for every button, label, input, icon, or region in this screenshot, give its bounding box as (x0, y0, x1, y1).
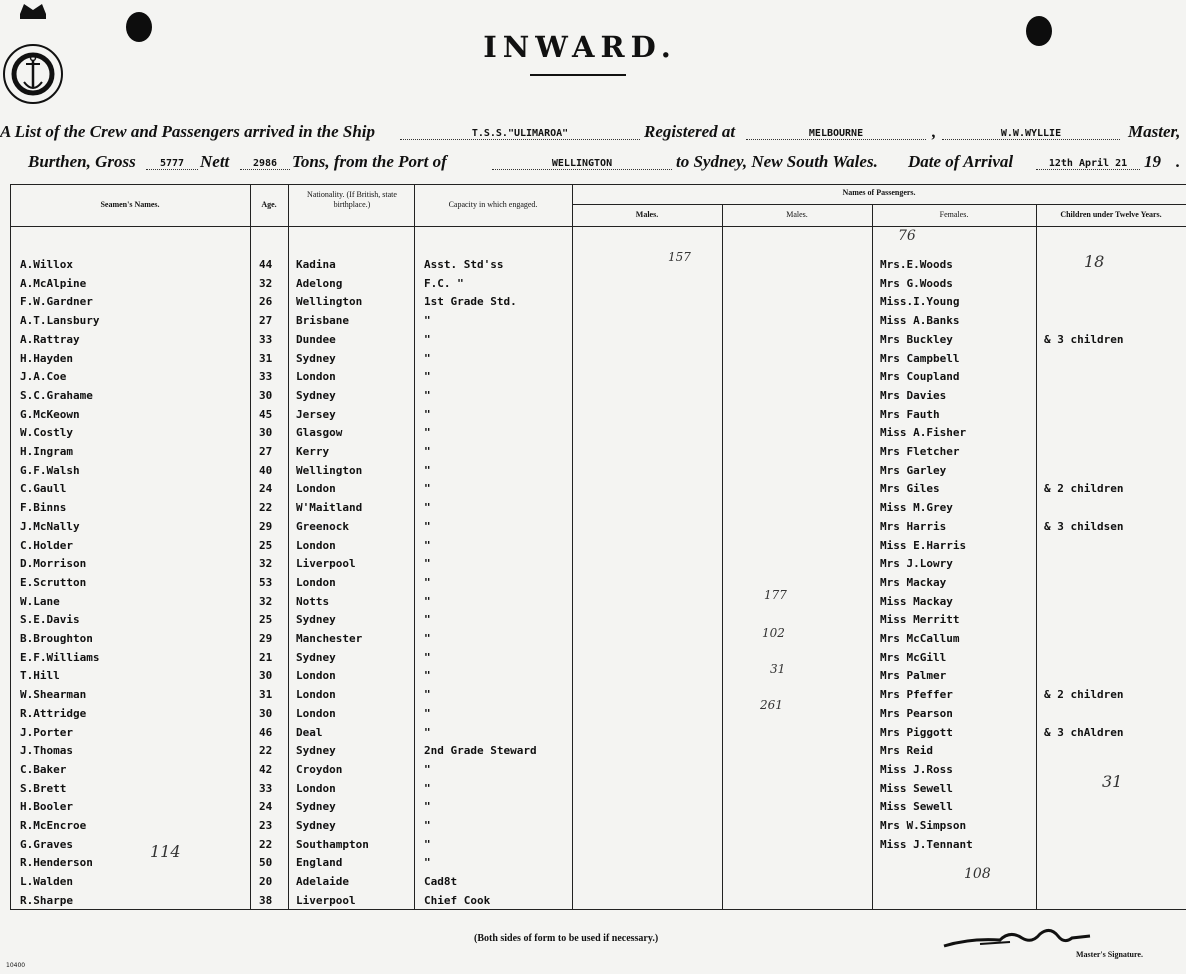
female-passenger: Miss A.Banks (880, 314, 960, 328)
form-number: 10400 (6, 962, 26, 969)
seaman-age: 32 (259, 276, 273, 290)
seaman-nationality: Wellington (296, 463, 363, 477)
arrival-year: 19 (1144, 152, 1161, 171)
female-passenger: Mrs Davies (880, 388, 947, 402)
seaman-name: J.Porter (20, 725, 73, 739)
table-row (0, 295, 1186, 313)
table-row (0, 464, 1186, 482)
col-passengers: Names of Passengers. (842, 188, 916, 197)
seaman-age: 30 (259, 426, 273, 440)
seaman-age: 53 (259, 575, 273, 589)
seaman-nationality: Notts (296, 594, 330, 608)
signature-label: Master's Signature. (1076, 950, 1143, 959)
seaman-nationality: Sydney (296, 800, 336, 814)
seaman-capacity: 1st Grade Std. (424, 295, 517, 309)
female-passenger: Mrs Fauth (880, 407, 940, 421)
seaman-name: R.Sharpe (20, 893, 73, 907)
ship-name: T.S.S."ULIMAROA" (400, 128, 640, 140)
seaman-age: 32 (259, 594, 273, 608)
seaman-name: A.Rattray (20, 332, 80, 346)
seaman-name: C.Gaull (20, 482, 67, 496)
arrival-label: Date of Arrival (908, 152, 1014, 171)
burthen-label: Burthen, Gross (28, 152, 136, 171)
handwritten-note: 31 (1102, 772, 1123, 791)
from-port: WELLINGTON (492, 158, 672, 170)
seaman-age: 30 (259, 669, 273, 683)
seaman-nationality: Liverpool (296, 557, 356, 571)
table-row (0, 445, 1186, 463)
seaman-name: R.McEncroe (20, 819, 87, 832)
seaman-capacity: " (424, 557, 431, 571)
seaman-nationality: Sydney (296, 351, 336, 365)
seaman-nationality: Adelaide (296, 875, 349, 889)
seaman-capacity: " (424, 650, 431, 664)
table-row (0, 482, 1186, 500)
table-row (0, 651, 1186, 669)
seaman-name: A.Willox (20, 258, 73, 271)
female-passenger: Miss A.Fisher (880, 426, 967, 440)
seaman-age: 30 (259, 388, 273, 402)
seaman-capacity: " (424, 426, 431, 440)
seaman-name: G.F.Walsh (20, 463, 80, 477)
seaman-name: C.Holder (20, 538, 73, 552)
seaman-name: G.Graves (20, 837, 73, 851)
seaman-capacity: " (424, 575, 431, 589)
seaman-capacity: " (424, 594, 431, 608)
table-row (0, 520, 1186, 538)
table-row (0, 426, 1186, 444)
nett-tons: 2986 (240, 158, 290, 170)
seaman-name: E.Scrutton (20, 575, 87, 589)
female-passenger: Miss J.Tennant (880, 837, 973, 851)
passenger-subheader-rule (572, 204, 1186, 205)
col-nationality: Nationality. (If British, state birthplace.) (307, 190, 397, 209)
table-row (0, 632, 1186, 650)
seaman-name: A.McAlpine (20, 276, 87, 290)
seaman-age: 24 (259, 482, 273, 496)
seaman-age: 22 (259, 744, 273, 758)
seaman-nationality: W'Maitland (296, 501, 363, 515)
seaman-capacity: " (424, 314, 431, 328)
female-passenger: Mrs Giles (880, 482, 940, 496)
anchor-seal-icon (2, 2, 64, 114)
seaman-name: L.Walden (20, 875, 73, 889)
children-count: & 3 childsen (1044, 519, 1124, 533)
seaman-age: 31 (259, 351, 273, 365)
seaman-nationality: Dundee (296, 332, 336, 346)
seaman-name: W.Costly (20, 426, 73, 440)
seaman-capacity: " (424, 781, 431, 795)
seaman-age: 20 (259, 875, 273, 889)
table-row (0, 408, 1186, 426)
handwritten-note: 102 (762, 626, 785, 640)
seaman-name: E.F.Williams (20, 650, 100, 664)
seaman-capacity: 2nd Grade Steward (424, 744, 537, 758)
seaman-name: W.Shearman (20, 688, 87, 702)
seaman-capacity: " (424, 482, 431, 496)
female-passenger: Mrs W.Simpson (880, 819, 967, 832)
seaman-nationality: Glasgow (296, 426, 343, 440)
seaman-nationality: Wellington (296, 295, 363, 309)
table-row (0, 370, 1186, 388)
seaman-name: J.Thomas (20, 744, 73, 758)
table-row (0, 595, 1186, 613)
seaman-age: 33 (259, 332, 273, 346)
female-passenger: Mrs Palmer (880, 669, 947, 683)
female-passenger: Mrs Mackay (880, 575, 947, 589)
female-passenger: Miss Sewell (880, 800, 953, 814)
seaman-name: H.Booler (20, 800, 73, 814)
seaman-capacity: " (424, 669, 431, 683)
seaman-name: C.Baker (20, 762, 67, 776)
handwritten-note: 177 (764, 588, 787, 602)
seaman-nationality: Adelong (296, 276, 343, 290)
col-females: Females. (939, 210, 969, 219)
seaman-age: 27 (259, 445, 273, 458)
table-row (0, 258, 1186, 276)
table-row (0, 894, 1186, 912)
seaman-nationality: London (296, 669, 336, 683)
seaman-age: 22 (259, 837, 273, 851)
handwritten-note: 31 (770, 662, 786, 676)
seaman-nationality: Manchester (296, 632, 363, 645)
handwritten-note: 18 (1084, 252, 1105, 271)
header-line1-prefix: A List of the Crew and Passengers arrived in the Ship (0, 122, 375, 141)
seaman-age: 32 (259, 557, 273, 571)
seaman-capacity: " (424, 351, 431, 365)
signature-icon (940, 922, 1100, 952)
seaman-capacity: " (424, 538, 431, 552)
col-children: Children under Twelve Years. (1060, 210, 1162, 219)
female-passenger: Mrs Buckley (880, 332, 953, 346)
seaman-age: 31 (259, 688, 273, 702)
master-name: W.W.WYLLIE (942, 128, 1120, 140)
table-row (0, 875, 1186, 893)
table-row (0, 389, 1186, 407)
seaman-capacity: " (424, 501, 431, 515)
col-seamen-names: Seamen's Names. (100, 200, 160, 209)
seaman-name: S.Brett (20, 781, 67, 795)
seaman-age: 23 (259, 819, 273, 832)
tons-label: Tons, from the Port of (292, 152, 447, 171)
female-passenger: Mrs Reid (880, 744, 933, 758)
female-passenger: Mrs Piggott (880, 725, 953, 739)
seaman-name: R.Henderson (20, 856, 93, 870)
seaman-age: 29 (259, 632, 273, 645)
female-passenger: Miss.I.Young (880, 295, 960, 309)
arrival-date: 12th April 21 (1036, 158, 1140, 170)
table-row (0, 669, 1186, 687)
female-passenger: Miss E.Harris (880, 538, 967, 552)
page-title: INWARD. (483, 30, 677, 64)
seaman-age: 46 (259, 725, 273, 739)
seaman-capacity: " (424, 632, 431, 645)
seaman-nationality: Brisbane (296, 314, 349, 328)
table-row (0, 613, 1186, 631)
seaman-name: H.Hayden (20, 351, 73, 365)
seaman-name: G.McKeown (20, 407, 80, 421)
seaman-name: A.T.Lansbury (20, 314, 100, 328)
seaman-capacity: F.C. " (424, 276, 464, 290)
table-row (0, 707, 1186, 725)
col-capacity: Capacity in which engaged. (448, 200, 538, 209)
seaman-age: 33 (259, 781, 273, 795)
seaman-age: 42 (259, 762, 273, 776)
seaman-name: H.Ingram (20, 445, 73, 458)
registered-label: Registered at (644, 122, 736, 141)
female-passenger: Mrs Coupland (880, 370, 960, 384)
seaman-nationality: Croydon (296, 762, 343, 776)
seaman-capacity: " (424, 463, 431, 477)
female-passenger: Miss Sewell (880, 781, 953, 795)
seaman-nationality: London (296, 482, 336, 496)
seaman-nationality: Greenock (296, 519, 349, 533)
female-passenger: Mrs McCallum (880, 632, 960, 645)
seaman-capacity: " (424, 819, 431, 832)
header-rule (10, 226, 1186, 227)
col-males-2: Males. (786, 210, 808, 219)
female-passenger: Mrs.E.Woods (880, 258, 953, 271)
seaman-capacity: Asst. Std'ss (424, 258, 504, 271)
seaman-capacity: Chief Cook (424, 893, 491, 907)
nett-label: Nett (200, 152, 230, 171)
footer-note: (Both sides of form to be used if necessary.) (474, 933, 659, 944)
seaman-nationality: London (296, 575, 336, 589)
table-row (0, 744, 1186, 762)
seaman-name: F.W.Gardner (20, 295, 93, 309)
seaman-nationality: London (296, 706, 336, 720)
header-period: . (1176, 152, 1181, 171)
seaman-age: 29 (259, 519, 273, 533)
to-label: to Sydney, New South Wales. (676, 152, 878, 171)
seaman-age: 24 (259, 800, 273, 814)
seaman-nationality: London (296, 370, 336, 384)
seaman-age: 40 (259, 463, 273, 477)
seaman-nationality: London (296, 538, 336, 552)
children-count: & 3 chAldren (1044, 725, 1124, 739)
seaman-name: T.Hill (20, 669, 60, 683)
children-count: & 2 children (1044, 688, 1124, 702)
seaman-nationality: Liverpool (296, 893, 356, 907)
seaman-capacity: " (424, 856, 431, 870)
seaman-age: 30 (259, 706, 273, 720)
seaman-age: 22 (259, 501, 273, 515)
seaman-nationality: Jersey (296, 407, 336, 421)
handwritten-note: 76 (898, 228, 916, 244)
seaman-nationality: Sydney (296, 744, 336, 758)
seaman-capacity: " (424, 688, 431, 702)
seaman-capacity: " (424, 519, 431, 533)
seaman-name: R.Attridge (20, 706, 87, 720)
table-row (0, 763, 1186, 781)
children-count: & 2 children (1044, 482, 1124, 496)
seaman-name: F.Binns (20, 501, 67, 515)
table-row (0, 333, 1186, 351)
seaman-nationality: London (296, 781, 336, 795)
seaman-nationality: Sydney (296, 388, 336, 402)
table-row (0, 819, 1186, 837)
seaman-nationality: Sydney (296, 819, 336, 832)
punch-hole-left (126, 12, 152, 42)
gross-tons: 5777 (146, 158, 198, 170)
table-row (0, 314, 1186, 332)
female-passenger: Mrs Harris (880, 519, 947, 533)
seaman-name: J.McNally (20, 519, 80, 533)
handwritten-note: 108 (964, 866, 991, 882)
seaman-nationality: Kerry (296, 445, 330, 458)
seaman-capacity: " (424, 332, 431, 346)
seaman-name: S.C.Grahame (20, 388, 93, 402)
female-passenger: Mrs McGill (880, 650, 947, 664)
female-passenger: Mrs G.Woods (880, 276, 953, 290)
seaman-capacity: " (424, 613, 431, 627)
seaman-nationality: Southampton (296, 837, 369, 851)
female-passenger: Mrs Garley (880, 463, 947, 477)
seaman-name: B.Broughton (20, 632, 93, 645)
seaman-age: 26 (259, 295, 273, 309)
seaman-age: 33 (259, 370, 273, 384)
female-passenger: Mrs Campbell (880, 351, 960, 365)
seaman-name: J.A.Coe (20, 370, 67, 384)
table-row (0, 277, 1186, 295)
seaman-capacity: " (424, 800, 431, 814)
seaman-capacity: Cad8t (424, 875, 458, 889)
seaman-capacity: " (424, 725, 431, 739)
female-passenger: Miss M.Grey (880, 501, 953, 515)
seaman-name: D.Morrison (20, 557, 87, 571)
comma: , (932, 122, 937, 141)
seaman-nationality: London (296, 688, 336, 702)
table-row (0, 688, 1186, 706)
table-row (0, 539, 1186, 557)
seaman-name: S.E.Davis (20, 613, 80, 627)
seaman-capacity: " (424, 388, 431, 402)
seaman-capacity: " (424, 706, 431, 720)
seaman-name: W.Lane (20, 594, 60, 608)
female-passenger: Miss Mackay (880, 594, 953, 608)
handwritten-note: 157 (668, 250, 691, 264)
seaman-age: 38 (259, 893, 273, 907)
seaman-nationality: England (296, 856, 343, 870)
female-passenger: Mrs Pearson (880, 706, 953, 720)
table-row (0, 726, 1186, 744)
title-underline (530, 74, 626, 76)
col-males-1: Males. (635, 210, 659, 219)
table-row (0, 576, 1186, 594)
female-passenger: Mrs Pfeffer (880, 688, 953, 702)
seaman-capacity: " (424, 762, 431, 776)
seaman-age: 21 (259, 650, 273, 664)
table-row (0, 557, 1186, 575)
punch-hole-right (1026, 16, 1052, 46)
seaman-age: 27 (259, 314, 273, 328)
seaman-nationality: Sydney (296, 613, 336, 627)
seaman-capacity: " (424, 837, 431, 851)
handwritten-note: 114 (150, 842, 181, 861)
registered-port: MELBOURNE (746, 128, 926, 140)
seaman-age: 25 (259, 538, 273, 552)
seaman-age: 50 (259, 856, 273, 870)
table-row (0, 800, 1186, 818)
seaman-nationality: Sydney (296, 650, 336, 664)
seaman-age: 25 (259, 613, 273, 627)
table-row (0, 352, 1186, 370)
female-passenger: Miss J.Ross (880, 762, 953, 776)
seaman-capacity: " (424, 445, 431, 458)
seaman-age: 45 (259, 407, 273, 421)
handwritten-note: 261 (760, 698, 783, 712)
seaman-nationality: Deal (296, 725, 323, 739)
children-count: & 3 children (1044, 332, 1124, 346)
table-row (0, 501, 1186, 519)
female-passenger: Miss Merritt (880, 613, 960, 627)
seaman-age: 44 (259, 258, 273, 271)
seaman-capacity: " (424, 407, 431, 421)
seaman-nationality: Kadina (296, 258, 336, 271)
seaman-capacity: " (424, 370, 431, 384)
table-row (0, 782, 1186, 800)
female-passenger: Mrs Fletcher (880, 445, 960, 458)
female-passenger: Mrs J.Lowry (880, 557, 953, 571)
master-label: Master, (1128, 122, 1181, 141)
col-age: Age. (261, 200, 277, 209)
